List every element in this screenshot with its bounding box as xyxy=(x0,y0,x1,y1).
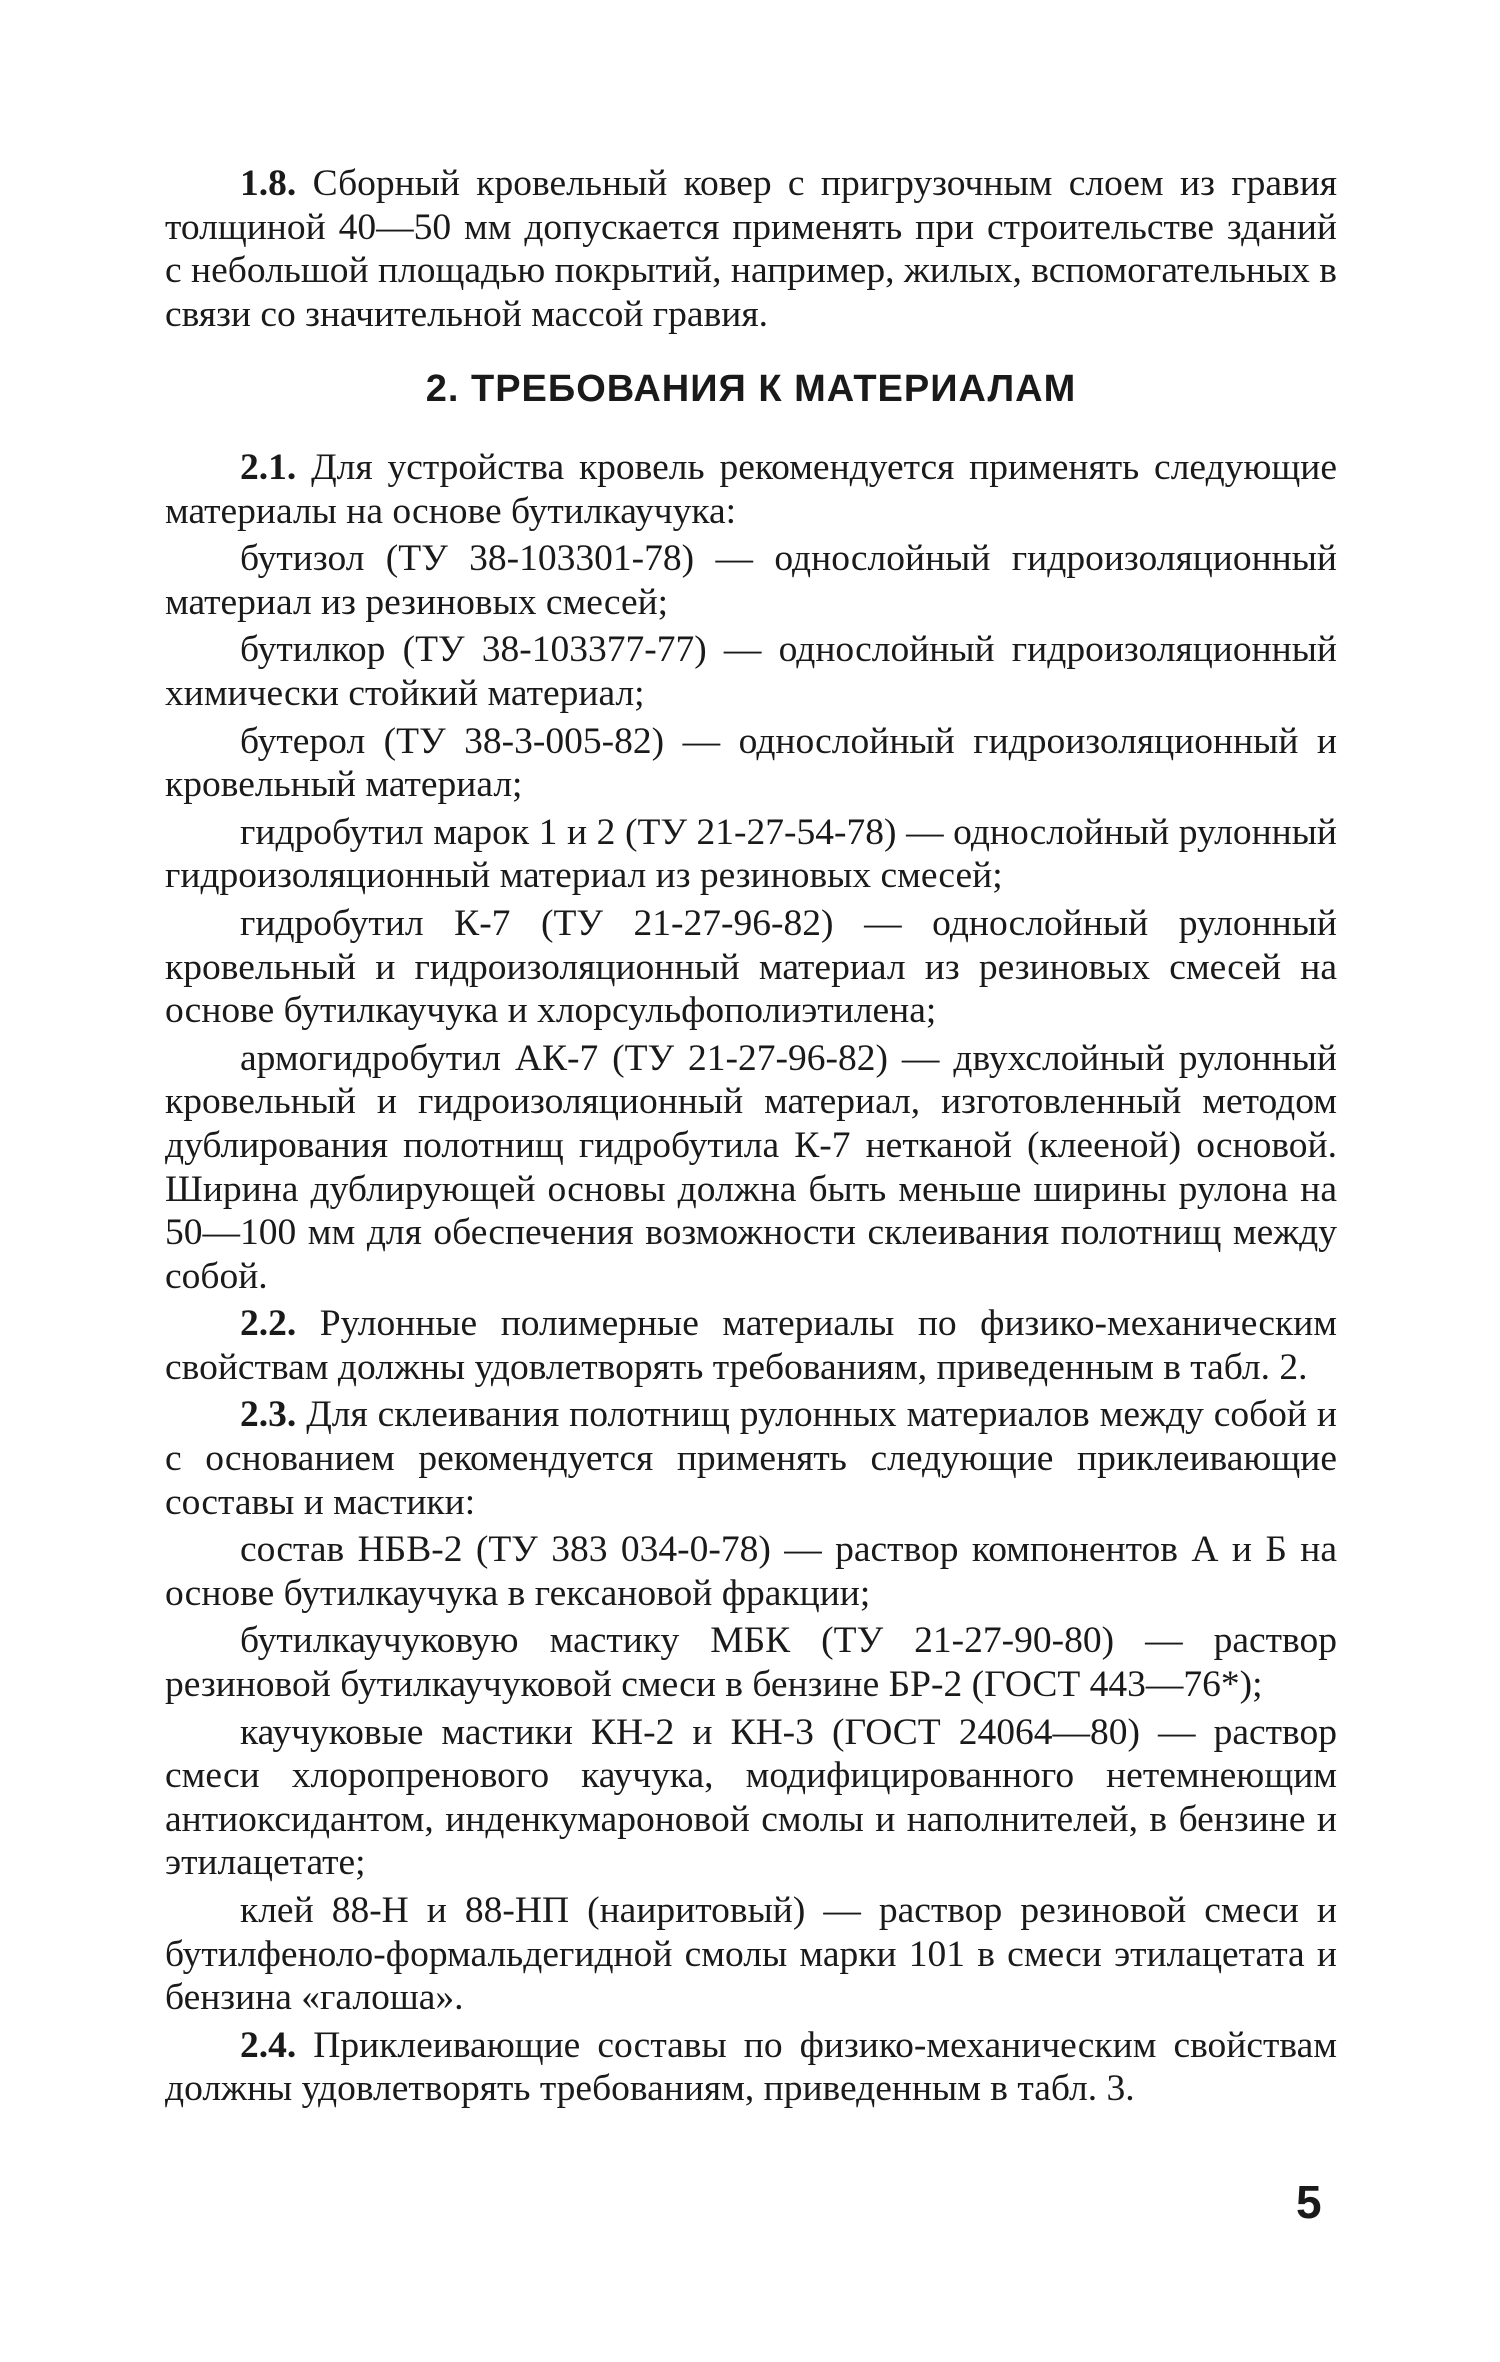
paragraph-2-4 xyxy=(165,2024,1337,2111)
paragraph-text: Для склеивания полотнищ рулонных материалов между собой и с основанием рекомендуется применять следующие приклеивающие составы и мастики: xyxy=(165,1394,1337,1523)
list-item-butilkor: бутилкор (ТУ 38-103377-77) — однослойный гидроизоляционный химически стойкий материал; xyxy=(165,629,1337,714)
paragraph-2-2 xyxy=(165,1302,1337,1389)
paragraph-text: Для устройства кровель рекомендуется применять следующие материалы на основе бутилкаучука: xyxy=(165,447,1337,532)
paragraph-text: Сборный кровельный ковер с пригрузочным слоем из гравия толщиной 40—50 мм допускается применять при строительстве зданий с небольшой площадью покрытий, например, жилых, вспомогательных в связи со значительной массой гравия. xyxy=(165,163,1338,335)
paragraph-number: 2.1. xyxy=(240,447,297,488)
list-item-klei-88: клей 88-Н и 88-НП (наиритовый) — раствор резиновой смеси и бутилфеноло-формальдегидной смолы марки 101 в смеси этилацетата и бензина «галоша». xyxy=(165,1890,1337,2019)
section-heading: 2. ТРЕБОВАНИЯ К МАТЕРИАЛАМ xyxy=(425,368,1077,410)
paragraph-1-8 xyxy=(165,162,1337,336)
list-item-buterol: бутерол (ТУ 38-3-005-82) — однослойный гидроизоляционный и кровельный материал; xyxy=(165,720,1337,806)
list-item-butizol: бутизол (ТУ 38-103301-78) — однослойный гидроизоляционный материал из резиновых смесей; xyxy=(165,538,1337,623)
page-number: 5 xyxy=(1296,2176,1322,2228)
paragraph-text: Приклеивающие составы по физико-механическим свойствам должны удовлетворять требованиям, приведенным в табл. 3. xyxy=(165,2024,1337,2110)
paragraph-number: 1.8. xyxy=(240,163,297,204)
paragraph-number: 2.3. xyxy=(240,1394,297,1436)
list-item-mbk: бутилкаучуковую мастику МБК (ТУ 21-27-90-80) — раствор резиновой бутилкаучуковой смеси в бензине БР-2 (ГОСТ 443—76*); xyxy=(165,1620,1337,1706)
list-item-gidrobutil: гидробутил марок 1 и 2 (ТУ 21-27-54-78) — однослойный рулонный гидроизоляционный материал из резиновых смесей; xyxy=(165,811,1337,897)
paragraph-2-3 xyxy=(165,1393,1337,1524)
list-item-kn: каучуковые мастики КН-2 и КН-3 (ГОСТ 24064—80) — раствор смеси хлоропренового каучука, модифицированного нетемнеющим антиоксидантом, инденкумароновой смолы и наполнителей, в бензине и этилацетате; xyxy=(165,1711,1337,1884)
paragraph-number: 2.4. xyxy=(240,2024,297,2066)
paragraph-number: 2.2. xyxy=(240,1303,297,1345)
paragraph-2-1 xyxy=(165,446,1337,2111)
paragraph-text: Рулонные полимерные материалы по физико-механическим свойствам должны удовлетворять требованиям, приведенным в табл. 2. xyxy=(165,1303,1337,1388)
list-item-armogidrobutil: армогидробутил АК-7 (ТУ 21-27-96-82) — двухслойный рулонный кровельный и гидроизоляционный материал, изготовленный методом дублирования полотнищ гидробутила К-7 нетканой (клееной) основой. Ширина дублирующей основы должна быть меньше ширины рулона на 50—100 мм для обеспечения возможности склеивания полотнищ между собой. xyxy=(165,1037,1337,1297)
list-item-nbv2: состав НБВ-2 (ТУ 383 034-0-78) — раствор компонентов А и Б на основе бутилкаучука в гексановой фракции; xyxy=(165,1529,1337,1614)
list-item-gidrobutil-k7: гидробутил К-7 (ТУ 21-27-96-82) — однослойный рулонный кровельный и гидроизоляционный материал из резиновых смесей на основе бутилкаучука и хлорсульфополиэтилена; xyxy=(165,902,1337,1032)
